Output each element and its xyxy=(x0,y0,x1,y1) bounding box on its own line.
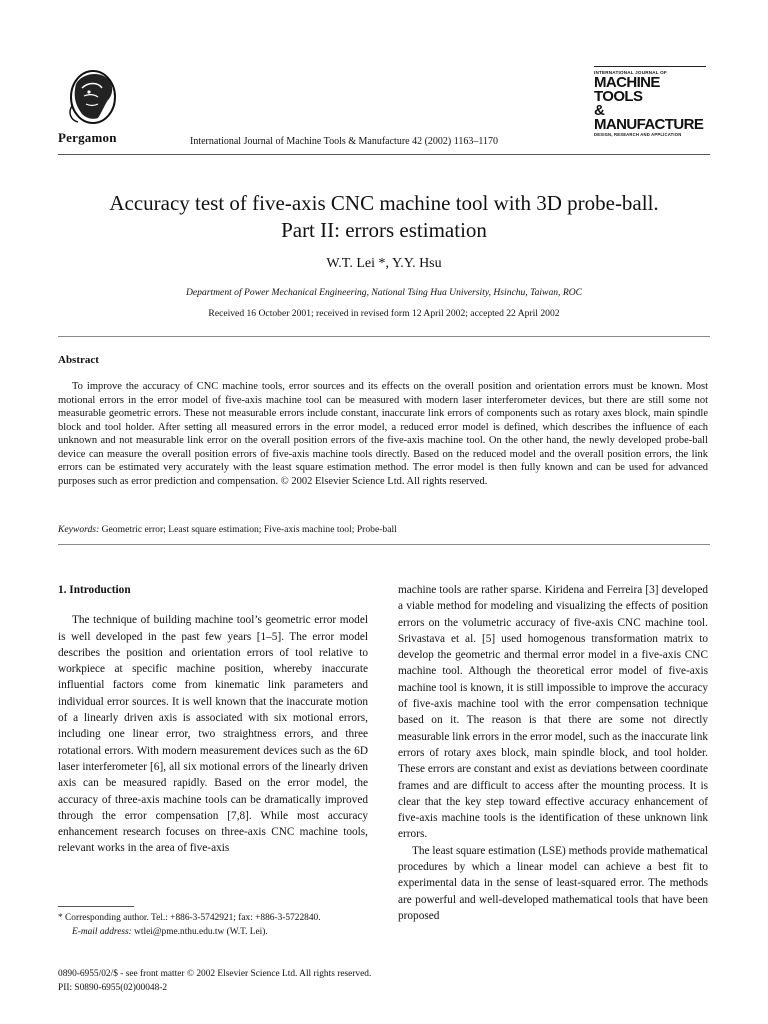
abstract-bottom-divider xyxy=(58,544,710,545)
brand-line-2: & MANUFACTURE xyxy=(594,102,704,133)
email-label: E-mail address: xyxy=(72,926,132,937)
left-column xyxy=(58,582,368,857)
publisher-name: Pergamon xyxy=(58,130,117,145)
paragraph: The technique of building machine tool’s geometric error model is well developed in the past few years [1–5]. The error model describes the position and orientation errors of tool relative to workpiece at specific machine position, whereby inaccurate influential factors come from kinematic link parameters and individual error sources. It is well known that the inaccurate motion of a linearly driven axis is associated with six motional errors, including one linear error, two straightness errors, and three rotational errors. With modern measurement devices such as the 6D laser interferometer [6], all six motional errors of the linearly driven axis can be measured rapidly. Based on the error model, the accuracy of three-axis machine tools can be dramatically improved through the error compensation [7,8]. While most accuracy enhancement research focuses on three-axis CNC machine tools, relevant works in the area of five-axis xyxy=(58,614,368,855)
title-line-2: Part II: errors estimation xyxy=(281,218,487,242)
footnote xyxy=(58,912,368,939)
paragraph: machine tools are rather sparse. Kiridena and Ferreira [3] developed a viable method for modeling and visualizing the effects of position errors on the volumetric accuracy of five-axis CNC machine tool. Srivastava et al. [5] used homogenous transformation matrix to develop the geometric and thermal error model in a five-axis CNC machine tool. Although the theoretical error model of five-axis machine tool is known, it is still impossible to improve the accuracy of five-axis machine tool with the error compensation technique based on it. The reason is that there are some not directly measurable link errors in the error model, such as the inaccurate link errors of rotary axes block, main spindle block, and tool holder. These errors are constant and exist as deviations between coordinate frames and are difficult to access after the mounting process. It is clear that the key step toward effective accuracy enhancement of five-axis machine tools is the identification of these unknown link errors. xyxy=(398,584,708,841)
publisher-logo xyxy=(58,66,128,128)
footnote-divider xyxy=(58,906,134,907)
corresponding-author-note: * Corresponding author. Tel.: +886-3-5742921; fax: +886-3-5722840. xyxy=(58,913,321,923)
email-link[interactable]: wtlei@pme.nthu.edu.tw (W.T. Lei). xyxy=(131,926,268,937)
authors: W.T. Lei *, Y.Y. Hsu xyxy=(326,256,442,271)
abstract-text: To improve the accuracy of CNC machine tools, error sources and its effects on the overall position and orientation errors must be known. Most motional errors in the error model of five-axis machine tool can be measured with modern laser interferometer devices, but there are still some not measurable geometric errors. These not measurable errors include constant, inaccurate link errors of components such as rotary axes block, main spindle block and tool holder. After setting all measured errors in the error model, a reduced error model is defined, which describes the influence of each unknown and not measurable link error on the overall position errors of the five-axis machine tool. On the other hand, the newly developed probe-ball device can measure the overall position errors of five-axis machine tools directly. Based on the reduced model and the overall position errors, the link errors can be estimated very accurately with the least square estimation method. The error model is then fully known and can be used for advanced purposes such as error prediction and compensation. © 2002 Elsevier Science Ltd. All rights reserved. xyxy=(58,381,708,487)
brand-line-1: MACHINE TOOLS xyxy=(594,74,660,105)
keywords xyxy=(58,524,708,535)
keywords-label: Keywords: xyxy=(58,524,100,535)
journal-brand xyxy=(594,66,706,138)
pii-line: PII: S0890-6955(02)00048-2 xyxy=(58,982,168,993)
issn-block xyxy=(58,968,371,995)
abstract-top-divider xyxy=(58,336,710,337)
brand-rule xyxy=(594,66,706,67)
abstract-heading: Abstract xyxy=(58,354,99,366)
issn-line: 0890-6955/02/$ - see front matter © 2002 Elsevier Science Ltd. All rights reserved. xyxy=(58,969,372,979)
keywords-list: Geometric error; Least square estimation; Five-axis machine tool; Probe-ball xyxy=(99,524,397,535)
received-dates: Received 16 October 2001; received in revised form 12 April 2002; accepted 22 April 2002 xyxy=(208,308,560,319)
paragraph: The least square estimation (LSE) methods provide mathematical procedures by which a linear model can achieve a best fit to experimental data in the sense of least-squared error. The methods are powerful and well-developed mathematical tools that have been proposed xyxy=(398,844,708,922)
brand-tagline: DESIGN, RESEARCH AND APPLICATION xyxy=(594,132,682,137)
affiliation: Department of Power Mechanical Engineering, National Tsing Hua University, Hsinchu, Taiwan, ROC xyxy=(185,287,583,298)
article-title xyxy=(40,190,728,244)
brand-top-line: INTERNATIONAL JOURNAL OF xyxy=(594,70,667,75)
email-note xyxy=(58,926,368,940)
right-column xyxy=(398,582,708,924)
header-divider xyxy=(58,154,710,155)
title-line-1: Accuracy test of five-axis CNC machine tool with 3D probe-ball. xyxy=(109,191,659,215)
section-heading-introduction: 1. Introduction xyxy=(58,584,131,596)
journal-citation: International Journal of Machine Tools & Manufacture 42 (2002) 1163–1170 xyxy=(190,136,499,147)
